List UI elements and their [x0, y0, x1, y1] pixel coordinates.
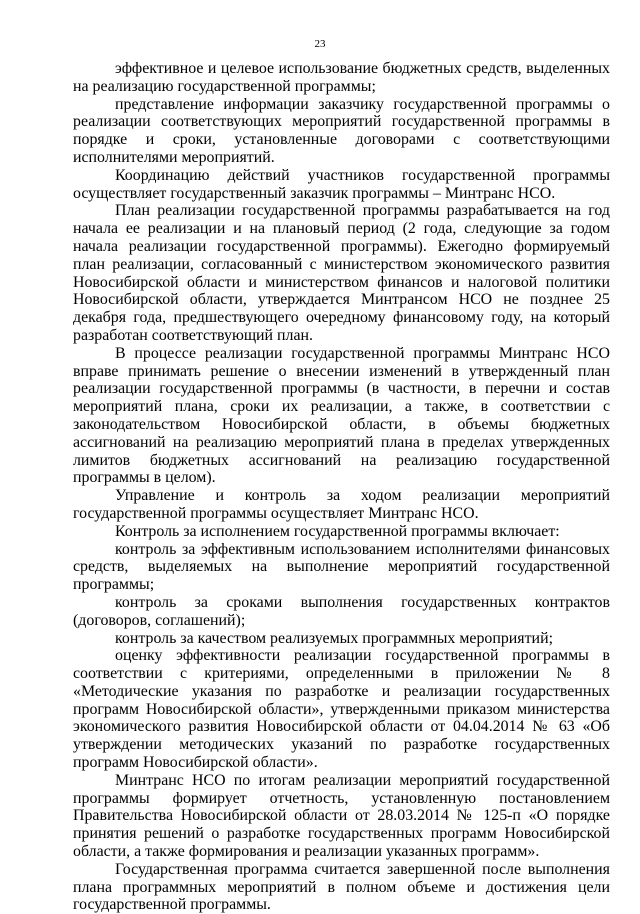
document-body: [73, 60, 610, 914]
paragraph-contract-deadlines: контроль за сроками выполнения государственных контрактов (договоров, соглашений);: [73, 593, 610, 629]
paragraph-efficiency-evaluation: оценку эффективности реализации государственной программы в соответствии с критериями, определенными в приложении № 8 «Методические указания по разработке и реализации государственных программ Новосибирской области», утвержденными приказом министерства экономического развития Новосибирской области от 04.04.2014 № 63 «Об утверждении методических указаний по разработке государственных программ Новосибирской области».: [73, 647, 610, 772]
paragraph-management-control: Управление и контроль за ходом реализации мероприятий государственной программы осуществляет Минтранс НСО.: [73, 487, 610, 522]
paragraph-quality-control: контроль за качеством реализуемых программных мероприятий;: [115, 629, 553, 647]
paragraph-information-reporting: представление информации заказчику государственной программы о реализации соответствующих мероприятий государственной программы в порядке и сроки, установленные договорами с соответствующими исполнителями мероприятий.: [73, 95, 610, 166]
paragraph-control-includes: Контроль за исполнением государственной программы включает:: [115, 522, 560, 540]
page-number: 23: [314, 38, 326, 50]
paragraph-coordination: Координацию действий участников государственной программы осуществляет государственный заказчик программы – Минтранс НСО.: [73, 166, 610, 202]
paragraph-plan-changes: В процессе реализации государственной программы Минтранс НСО вправе принимать решение о внесении изменений в утвержденный план реализации государственной программы (в частности, в перечни и состав мероприятий плана, сроки их реализации, а также, в соответствии с законодательством Новосибирской области, в объемы бюджетных ассигнований на реализацию мероприятий плана в пределах утвержденных лимитов бюджетных ассигнований на реализацию государственной программы в целом).: [73, 344, 610, 487]
paragraph-completion: Государственная программа считается завершенной после выполнения плана программных мероприятий в полном объеме и достижения цели государственной программы.: [73, 860, 610, 914]
paragraph-financial-control: контроль за эффективным использованием исполнителями финансовых средств, выделяемых на выполнение мероприятий государственной программы;: [73, 540, 610, 594]
paragraph-budget-usage: эффективное и целевое использование бюджетных средств, выделенных на реализацию государственной программы;: [73, 60, 610, 95]
paragraph-reporting: Минтранс НСО по итогам реализации мероприятий государственной программы формирует отчетность, установленную постановлением Правительства Новосибирской области от 28.03.2014 № 125-п «О порядке принятия решений о разработке государственных программ Новосибирской области, а также формирования и реализации указанных программ».: [73, 771, 610, 861]
paragraph-implementation-plan: План реализации государственной программы разрабатывается на год начала ее реализации и на плановый период (2 года, следующие за годом начала реализации государственной программы). Ежегодно формируемый план реализации, согласованный с министерством экономического развития Новосибирской области и министерством финансов и налоговой политики Новосибирской области, утверждается Минтрансом НСО не позднее 25 декабря года, предшествующего очередному финансовому году, на который разработан соответствующий план.: [73, 202, 610, 344]
